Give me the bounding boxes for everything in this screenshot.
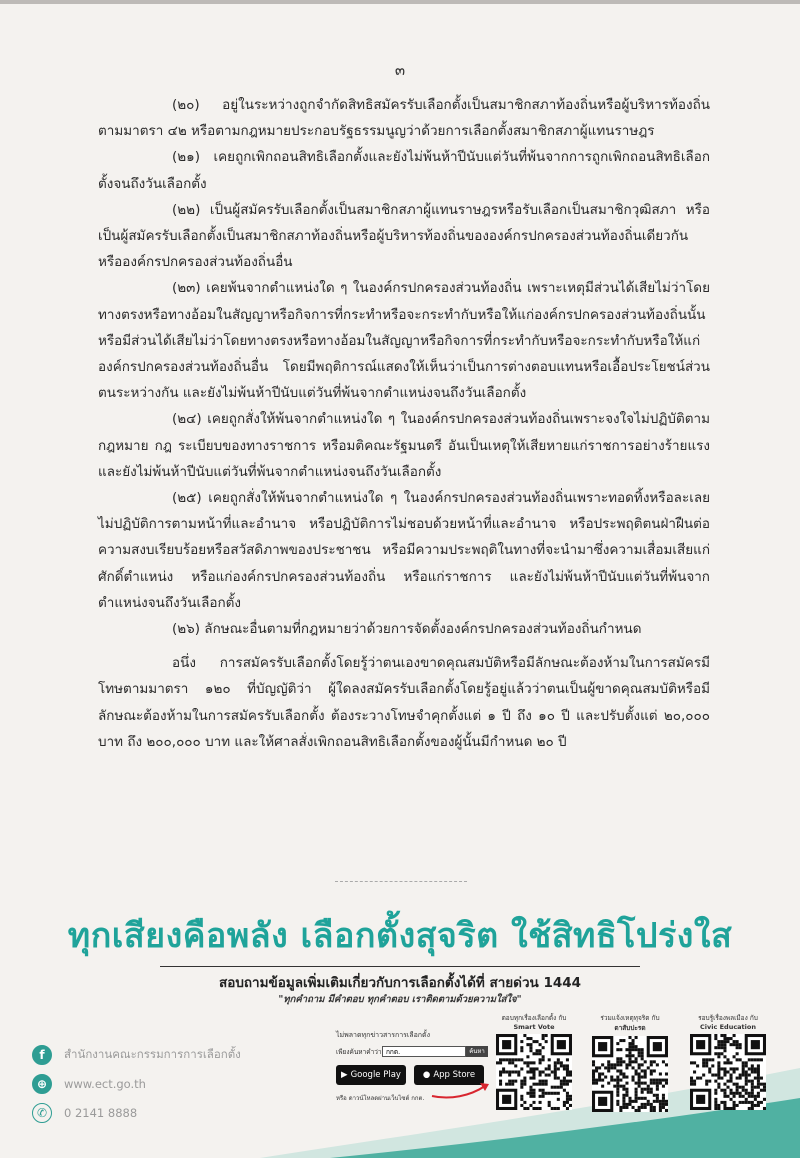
clause-24: (๒๔) เคยถูกสั่งให้พ้นจากตำแหน่งใด ๆ ในองค์กรปกครองส่วนท้องถิ่นเพราะจงใจไม่ปฏิบัติตามกฎหมาย กฎ ระเบียบของทางราชการ หรือมติคณะรัฐมนตรี อันเป็นเหตุให้เสียหายแก่ราชการอย่างร้ายแรง และยังไม่พ้นห้าปีนับแต่วันที่พ้นจากตำแหน่งจนถึงวันเลือกตั้ง (98, 411, 710, 480)
clause-20: (๒๐) อยู่ในระหว่างถูกจำกัดสิทธิสมัครรับเลือกตั้งเป็นสมาชิกสภาท้องถิ่นหรือผู้บริหารท้องถิ่นตามมาตรา ๔๒ หรือตามกฎหมายประกอบรัฐธรรมนูญว่าด้วยการเลือกตั้งสมาชิกสภาผู้แทนราษฎร (98, 97, 710, 140)
qr-code-icon (592, 1036, 668, 1112)
phone-icon: ✆ (32, 1103, 52, 1123)
contact-text: www.ect.go.th (64, 1076, 146, 1091)
search-button[interactable]: ค้นหา (466, 1046, 488, 1057)
hotline-quote: "ทุกคำถาม มีคำตอบ ทุกคำตอบ เราติดตามด้วยความใส่ใจ" (278, 994, 522, 1005)
qr-title: ตาสับปะรด (614, 1024, 646, 1032)
facebook-icon: f (32, 1045, 52, 1065)
clause-25: (๒๕) เคยถูกสั่งให้พ้นจากตำแหน่งใด ๆ ในองค์กรปกครองส่วนท้องถิ่นเพราะทอดทิ้งหรือละเลยไม่ปฏิบัติการตามหน้าที่และอำนาจ หรือปฏิบัติการไม่ชอบด้วยหน้าที่และอำนาจ หรือประพฤติตนฝ่าฝืนต่อความสงบเรียบร้อยหรือสวัสดิภาพของประชาชน หรือมีความประพฤติในทางที่จะนำมาซึ่งความเสื่อมเสียแก่ศักดิ์ตำแหน่ง หรือแก่องค์กรปกครองส่วนท้องถิ่น หรือแก่ราชการ และยังไม่พ้นห้าปีนับแต่วันที่พ้นจากตำแหน่งจนถึงวันเลือกตั้ง (98, 490, 710, 611)
apple-icon: ● (422, 1070, 431, 1080)
clause-22: (๒๒) เป็นผู้สมัครรับเลือกตั้งเป็นสมาชิกสภาผู้แทนราษฎรหรือรับเลือกเป็นสมาชิกวุฒิสภา หรือเป็นผู้สมัครรับเลือกตั้งเป็นสมาชิกสภาท้องถิ่นหรือผู้บริหารท้องถิ่นขององค์กรปกครองส่วนท้องถิ่นเดียวกันหรือองค์กรปกครองส่วนท้องถิ่นอื่น (98, 201, 710, 271)
clause-23: (๒๓) เคยพ้นจากตำแหน่งใด ๆ ในองค์กรปกครองส่วนท้องถิ่น เพราะเหตุมีส่วนได้เสียไม่ว่าโดยทางตรงหรือทางอ้อมในสัญญาหรือกิจการที่กระทำหรือจะกระทำกับหรือให้แก่องค์กรปกครองส่วนท้องถิ่นนั้น หรือมีส่วนได้เสียไม่ว่าโดยทางตรงหรือทางอ้อมในสัญญาหรือกิจการที่กระทำกับหรือจะกระทำกับหรือให้แก่องค์กรปกครองส่วนท้องถิ่นอื่น โดยมีพฤติการณ์แสดงให้เห็นว่าเป็นการต่างตอบแทนหรือเอื้อประโยชน์ส่วนตนระหว่างกัน และยังไม่พ้นห้าปีนับแต่วันที่พ้นจากตำแหน่งจนถึงวันเลือกตั้ง (98, 280, 710, 402)
contact-text: 0 2141 8888 (64, 1105, 138, 1120)
search-label: เพียงค้นหาคำว่า (336, 1047, 382, 1056)
clause-21: (๒๑) เคยถูกเพิกถอนสิทธิเลือกตั้งและยังไม่พ้นห้าปีนับแต่วันที่พ้นจากการถูกเพิกถอนสิทธิเลือกตั้งจนถึงวันเลือกตั้ง (98, 149, 710, 192)
app-store-label: App Store (433, 1070, 476, 1080)
vote-app-title: ไม่พลาดทุกข่าวสารการเลือกตั้ง (336, 1031, 430, 1039)
top-border (0, 0, 800, 4)
google-play-badge[interactable] (336, 1065, 406, 1085)
penalty-paragraph: อนึ่ง การสมัครรับเลือกตั้งโดยรู้ว่าตนเองขาดคุณสมบัติหรือมีลักษณะต้องห้ามในการสมัครมีโทษตามมาตรา ๑๒๐ ที่บัญญัติว่า ผู้ใดลงสมัครรับเลือกตั้งโดยรู้อยู่แล้วว่าตนเป็นผู้ขาดคุณสมบัติหรือมีลักษณะต้องห้ามในการสมัครรับเลือกตั้ง ต้องระวางโทษจำคุกตั้งแต่ ๑ ปี ถึง ๑๐ ปี และปรับตั้งแต่ ๒๐,๐๐๐ บาท ถึง ๒๐๐,๐๐๐ บาท และให้ศาลสั่งเพิกถอนสิทธิเลือกตั้งของผู้นั้นมีกำหนด ๒๐ ปี (98, 655, 710, 750)
qr-label: รอบรู้เรื่องพลเมือง กับ (698, 1014, 758, 1022)
globe-icon: ⊕ (32, 1074, 52, 1094)
campaign-slogan: ทุกเสียงคือพลัง เลือกตั้งสุจริต ใช้สิทธิโปร่งใส (67, 916, 733, 956)
search-row (336, 1046, 488, 1057)
red-arrow-icon (430, 1078, 492, 1100)
contact-text: สำนักงานคณะกรรมการการเลือกตั้ง (64, 1046, 241, 1061)
play-icon: ▶ (341, 1070, 348, 1080)
qr-title: Civic Education (700, 1023, 756, 1031)
download-note: หรือ ดาวน์โหลดผ่านเว็บไซต์ กกต. (336, 1095, 425, 1102)
contact-website[interactable] (32, 1069, 241, 1098)
contact-facebook[interactable] (32, 1040, 241, 1069)
qr-smart-vote[interactable] (496, 1013, 572, 1114)
hotline-text: สอบถามข้อมูลเพิ่มเติมเกี่ยวกับการเลือกตั้งได้ที่ สายด่วน 1444 (160, 966, 640, 993)
qr-label: ตอบทุกเรื่องเลือกตั้ง กับ (501, 1014, 567, 1022)
contact-list (32, 1040, 241, 1127)
search-input[interactable]: กกต. (382, 1046, 466, 1057)
qr-label: ร่วมแจ้งเหตุทุจริต กับ (600, 1014, 660, 1022)
page-number: ๓ (394, 61, 406, 79)
body-text (98, 92, 710, 755)
qr-code-icon (690, 1034, 766, 1110)
qr-code-icon (496, 1034, 572, 1110)
qr-title: Smart Vote (513, 1023, 555, 1031)
divider (335, 881, 467, 882)
google-play-label: Google Play (350, 1070, 401, 1080)
clause-26: (๒๖) ลักษณะอื่นตามที่กฎหมายว่าด้วยการจัดตั้งองค์กรปกครองส่วนท้องถิ่นกำหนด (172, 621, 642, 638)
qr-ta-sapparod[interactable] (592, 1013, 668, 1116)
qr-civic-education[interactable] (690, 1013, 766, 1114)
contact-phone[interactable] (32, 1098, 241, 1127)
